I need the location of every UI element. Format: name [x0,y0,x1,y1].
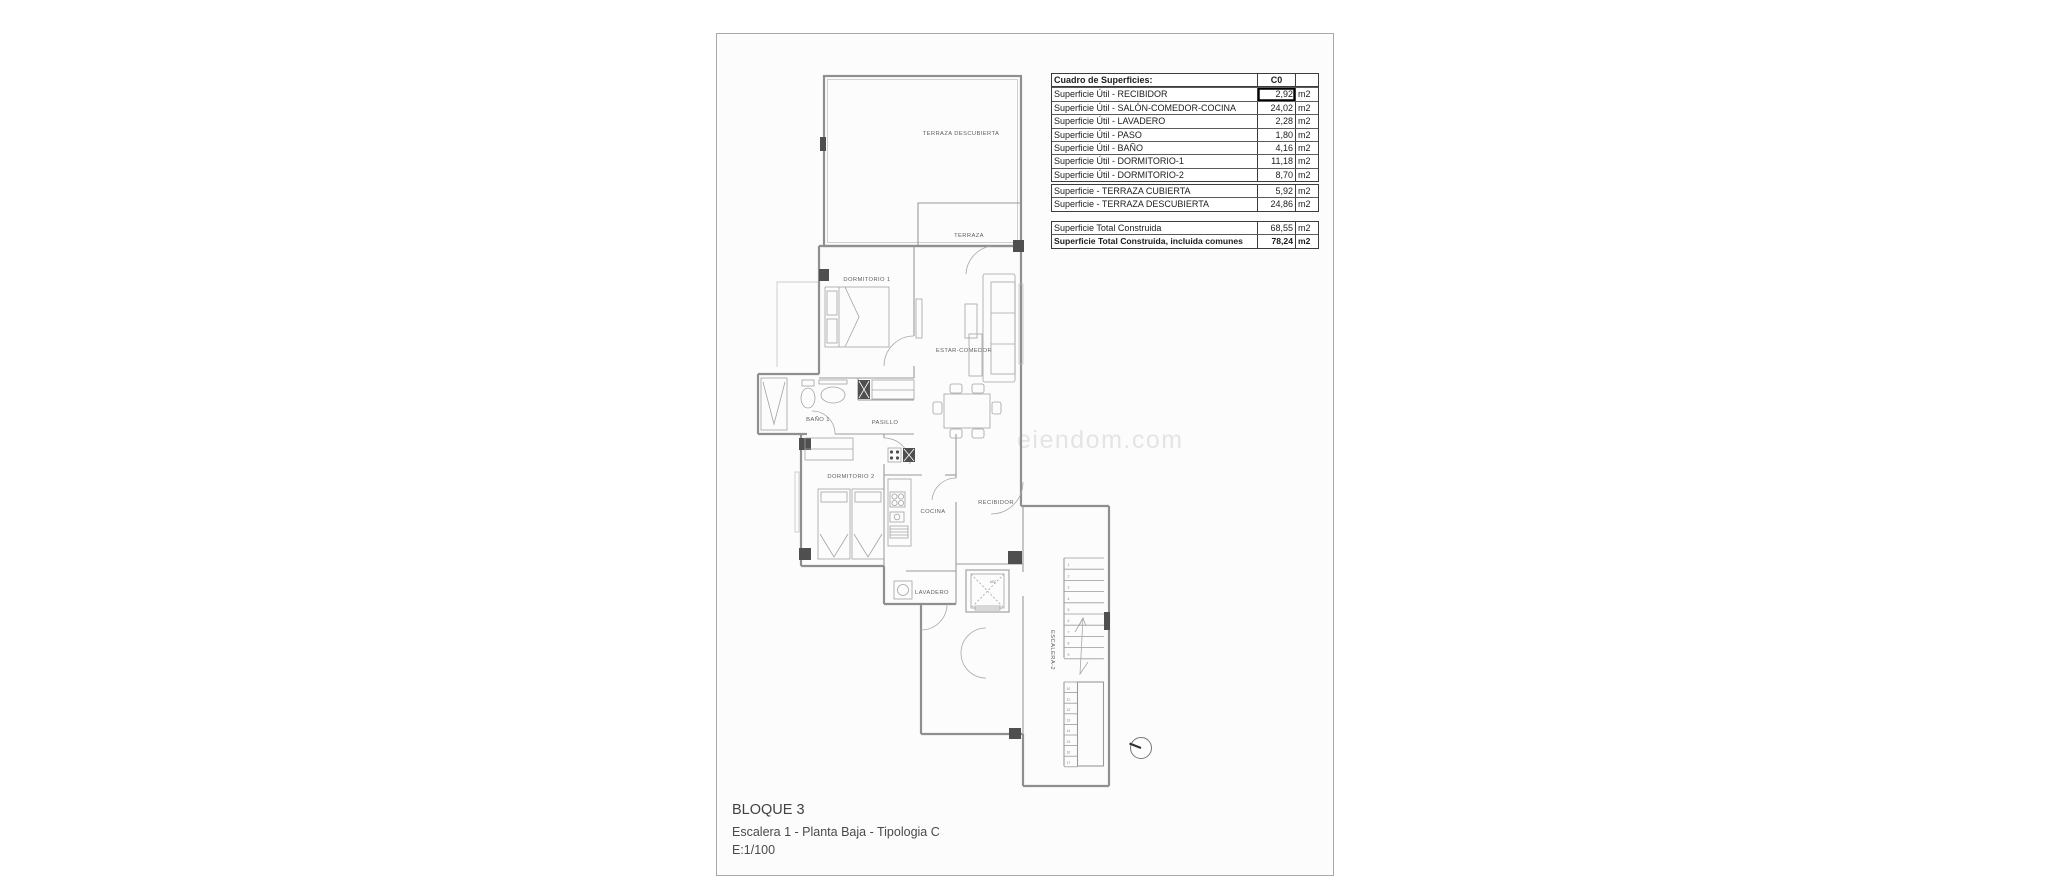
surface-table-row: Superficie Útil - DORMITORIO-1 11,18 m2 [1052,154,1318,167]
svg-text:15: 15 [1066,739,1071,744]
wardrobe [805,438,853,460]
surface-table-row: Superficie Útil - SALÓN-COMEDOR-COCINA 24,02 m2 [1052,101,1318,114]
toilet [801,380,815,408]
sofa [969,274,1015,382]
bano1 [761,378,847,430]
svg-text:3: 3 [1067,585,1070,590]
surface-table-row: Superficie Útil - DORMITORIO-2 8,70 m2 [1052,168,1318,181]
shaft-box-cocina [903,448,915,462]
dormitorio1-label: DORMITORIO 1 [843,277,891,283]
svg-text:14: 14 [1066,729,1071,734]
bed-double [825,287,889,347]
dormitorio2 [805,438,884,559]
twin-beds [818,489,884,559]
svg-text:5: 5 [1067,608,1070,612]
kitchen-sink [890,512,904,522]
pasillo [872,380,914,426]
sink [819,380,847,403]
surface-table-row: Superficie - TERRAZA CUBIERTA 5,92 m2 [1054,186,1311,196]
svg-text:4: 4 [1067,596,1070,601]
svg-text:10: 10 [1066,686,1071,691]
stair-treads-lower [1064,682,1078,767]
recibidor [978,500,1014,506]
compass-icon [1130,738,1152,759]
svg-text:6: 6 [1067,619,1070,624]
elevator [966,570,1009,612]
surface-table-row: Superficie Total Construida, incluida comunes 78,24 m2 [1052,234,1318,247]
svg-text:1: 1 [1067,563,1070,568]
dining-table [933,384,1001,438]
terraza-label: TERRAZA [954,233,984,239]
terraza-descubierta-label: TERRAZA DESCUBIERTA [922,131,1000,137]
tv-unit [916,299,922,338]
washing-machine [894,581,912,599]
surface-table-row: Superficie Útil - LAVADERO 2,28 m2 [1052,114,1318,127]
closet [872,380,914,399]
surface-table-header-row: Cuadro de Superficies: C0 [1052,74,1318,87]
coffee-table [965,304,977,338]
lavadero [894,581,949,599]
bano1-label: BAÑO 1 [806,417,830,423]
surface-table-total-group [1051,221,1319,249]
cocina [888,448,945,546]
svg-text:7: 7 [1067,630,1070,635]
surface-table-row: Superficie Útil - BAÑO 4,16 m2 [1052,141,1318,154]
terrace-area [824,76,1021,246]
plan-sheet [716,33,1334,876]
estar-comedor [916,274,1015,438]
stair-enclosure [1078,682,1104,766]
surface-table-row: Superficie Útil - RECIBIDOR 2,92 m2 [1052,87,1318,100]
stair-treads-upper [1064,558,1104,659]
svg-text:8: 8 [1067,641,1070,646]
dormitorio1 [825,277,891,347]
outer-walls [758,246,1109,786]
svg-text:9: 9 [1067,652,1070,657]
pasillo-label: PASILLO [871,420,899,426]
surface-table-terrace-group [1051,184,1319,212]
svg-text:16: 16 [1066,750,1071,755]
fridge-icon [888,448,901,462]
elevator-label: ASC [989,580,997,584]
shaft-box-pasillo [858,380,870,399]
surface-table-row: Superficie Útil - PASO 1,80 m2 [1052,128,1318,141]
neighbour-patio-outline [777,282,819,367]
shower [761,378,787,430]
lavadero-label: LAVADERO [915,590,949,596]
escalera-label: ESCALERA-2 [1049,629,1055,671]
surface-table-row: Superficie - TERRAZA DESCUBIERTA 24,86 m2 [1052,197,1318,210]
svg-text:2: 2 [1067,574,1070,579]
hob-burners [890,492,905,507]
plan-subtitle: Escalera 1 - Planta Baja - Tipologia C [732,825,940,839]
cocina-label: COCINA [920,509,946,515]
surface-table-util-group [1051,73,1319,182]
block-title: BLOQUE 3 [732,802,805,818]
recibidor-label: RECIBIDOR [978,500,1014,506]
scale-label: E:1/100 [732,843,776,857]
svg-text:12: 12 [1066,708,1071,712]
watermark-text: eiendom.com [1017,426,1184,454]
estar-comedor-label: ESTAR-COMEDOR [935,348,993,354]
svg-text:13: 13 [1066,718,1071,723]
kitchen-counter [888,479,911,546]
stair-break-line [1075,618,1088,674]
staircase [1049,558,1104,767]
title-block [732,802,940,857]
svg-text:17: 17 [1066,761,1071,765]
svg-text:11: 11 [1066,697,1071,702]
dishwasher [890,526,908,538]
dormitorio2-label: DORMITORIO 2 [827,474,875,480]
surface-table-row: Superficie Total Construida 68,55 m2 [1054,223,1311,233]
